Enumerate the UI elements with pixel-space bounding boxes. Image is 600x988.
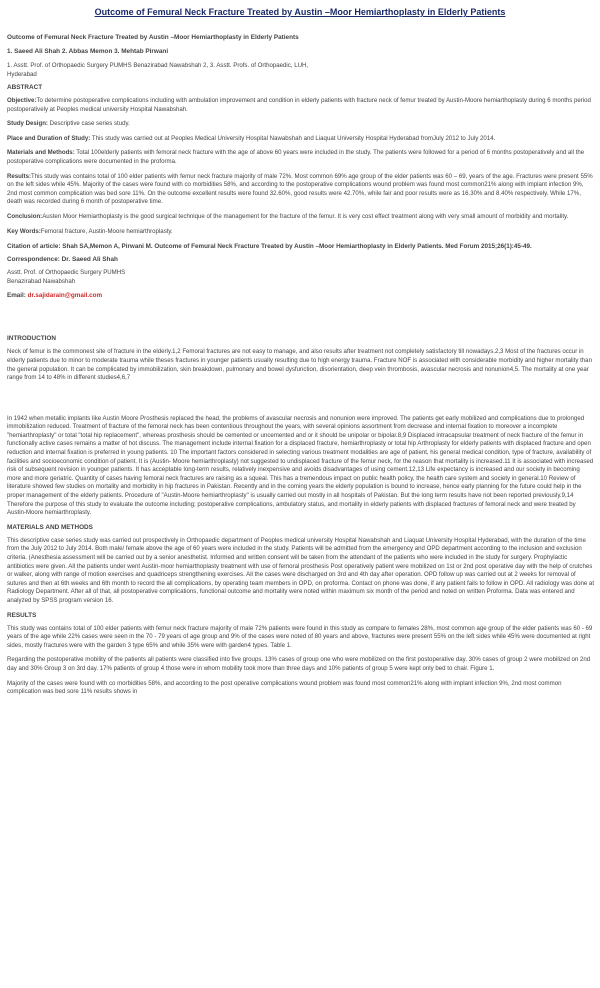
page-title[interactable]: Outcome of Femural Neck Fracture Treated by Austin –Moor Hemiarthoplasty in Elderly Patients (94, 7, 506, 17)
methods-text: Total 100elderly patients with femoral neck fracture with the age of above 60 years were included in the study. The patients were followed for a period of 6 months postoperatively and all the postoperative complications were documented in the proforma. (7, 149, 585, 165)
design-label: Study Design: (7, 120, 48, 128)
citation: Citation of article: Shah SA,Memon A, Pirwani M. Outcome of Femural Neck Fracture Treated by Austin –Moor Hemiarthoplasty in Elderly Patients. Med Forum 2015;26(1):45-49. (7, 243, 532, 251)
methods-label: Materials and Methods: (7, 149, 75, 157)
results-para-2: Regarding the postoperative mobility of the patients all patients were classified into five groups. 13% cases of group one who were mobilized on the first postoperative day. 30% cases of group 2 were mobilized on 2nd day and 30% Group 3 on 3rd day. 17% patients of group 4 those were in whom mobility took more than three days and 10% patients of group 5 were kept only bed to chair. Figure 1. (7, 656, 591, 672)
methods-heading: MATERIALS AND METHODS (7, 523, 93, 531)
correspondence-line2: Benazirabad Nawabshah (7, 277, 76, 285)
methods-para: This descriptive case series study was carried out prospectively in Orthopaedic department of Peoples medical university Hospital Nawabshah and Liaquat University Hospital Hyderabad, with the duration of the time from the July 2012 to July 2014. Both male/ female above the age of 60 years were included in the study. Patients will be admitted from the emergency and OPD department according to the inclusion and exclusion criteria. (Anesthesia assessment will be carried out by a senior anesthetist. Informed and written consent will be taken from the attendant of the patients who were included in the study for surgery. Prophylactic antibiotics were given. All the patients under went Austin-moor hemiarthoplasty treatment with use of femoral prosthesis Post operatively patient were mobilized on 1st or 2nd post operative day with the help of crutches or walker, along with range of motion exercises and quadriceps strengthening exercises. All the cases were discharged on 3rd and 4th day after operation. OPD follow up was carried out at 2 weeks for removal of sutures and then at 6th weeks and 6th month to record the all complications, by operating team members in OPD, on proforma. Contact on phone was done, if any patient fails to follow in OPD. All radiology was done at Radiology Department. After all of that, all postoperative complications, functional outcome and mortality were noted within maximum six month of the period and noted on written Proforma. Data was entered and analyzed by SPSS program version 16. (7, 536, 595, 604)
introduction-para-2: In 1942 when metallic implants like Austin Moore Prosthesis replaced the head, the problems of avascular necrosis and nonunion were improved. The patients get early mobilized and complications due to prolonged immobilization reduced. Treatment of fracture of the femoral neck has been contentious throughout the years, with several opinions assortment from decrease and internal fixation to moreover a incomplete "hemiarthroplasty" or total "total hip replacement", whereas prosthesis should be cemented or uncemented and or it should be unipolar or bipolar.8,9 Displaced intracapsular treatment of neck fracture of the femur in functionally active cases remains a matter of hot discuss. The management include internal fixation for a displaced fracture, hemiarthroplasty or total hip Arthroplasty for elderly patients with displaced fracture and open reduction and internal fixation is preferred in young patients. 10 The important factors considered in selecting various treatment modalities are age of patient, his general medical condition, type of fracture, availability of facilities and socioeconomic condition of patient. It is (Austin- Moore hemiarthroplasty) not suggested to undisplaced fracture of the femur neck, for the reason that mortality is increased.11 It is associated with increased risk of subsequent revision in younger patients. It has acceptable long-term results, relatively inexpensive and avoids disadvantages of using cement.12,13 Life expectancy is increased and our society in becoming more and more geriatric. Quantity of cases having femoral neck fractures are raising as a squeal. This has a tremendous impact on public health policy, the health care system and society in general.10 Review of literature showed few studies on mortality and morbidity in hip fractures in Pakistan. Recently and in the coming years the elderly population is bound to increase, hence early planning for the future could help in the proper management of the elderly patients. Procedure of "Austin-Moore hemiarthroplasty" is usually carried out mostly in all hospitals of Pakistan. But the long term results have not been reported previously.9,14 Therefore the purpose of this study to evaluate the outcome including; postoperative complications, ambulatory status, and mortality in elderly patients with displaced fractures of femoral neck and were treated by Austin-Moore hemiarthroplasty. (7, 414, 594, 517)
article-title: Outcome of Femural Neck Fracture Treated by Austin –Moor Hemiarthoplasty in Elderly Patients (7, 34, 299, 41)
objective-text: To determine postoperative complications including with ambulation improvement and condition in elderly patients with fracture neck of femur treated by Austin-Moore hemiarthoplasty during 6 months period postoperatively at Peoples medical university Hospital Nawabshah. (7, 97, 591, 113)
place-label: Place and Duration of Study: (7, 134, 91, 142)
keywords-label: Key Words: (7, 227, 41, 235)
correspondence-heading: Correspondence: Dr. Saeed Ali Shah (7, 256, 118, 264)
abstract-objective (7, 97, 595, 114)
objective-label: Objective: (7, 97, 37, 104)
spacer (5, 383, 595, 409)
conclusion-label: Conclusion: (7, 212, 43, 220)
abstract-methods (7, 149, 595, 166)
abstract-keywords (7, 228, 595, 237)
abstract-results (7, 173, 595, 207)
introduction-para-1: Neck of femur is the commonest site of fracture in the elderly.1,2 Femoral fractures are not easy to manage, and also results after treatment not completely satisfactory till nowadays.2,3 Most of the fractures occur in elderly patients due to minor to moderate trauma while theses fractures in younger patients usually resulting due to high energy trauma. Fracture NOF is associated with considerable morbidity and higher mortality than the general population. It can be complicated by immobilization, skin breakdown, pulmonary and bowel dysfunction, disorientation, deep vein thrombosis, avascular necrosis and nonunion4,5. The mortality at one year range from 14 to 48% in different studies4,6,7 (7, 348, 592, 382)
results-para-1: This study was contains total of 100 elder patients with femur neck fracture majority of male 72% patients were found in this study as compare to females 28%, most common age group of the elder patients was 60 - 69 years of the age while 22% cases were seen in the 70 - 79 years of age group and 9% of the cases were noted of 80 years and above, fractures were present 55% on the left sides while 45% were documented at right sides, mostly fractures were with the garden 3 type 65% and while 35% were with garden4 types. Table 1. (7, 624, 593, 649)
introduction-heading: INTRODUCTION (7, 335, 56, 343)
authors: 1. Saeed Ali Shah 2. Abbas Memon 3. Mehtab Pirwani (7, 48, 169, 55)
results-label: Results: (7, 172, 32, 180)
conclusion-text: Austen Moor Hemiarthoplasty is the good surgical technique of the management for the fracture of the femur. It is very cost effect treatment along with very small amount of morbidity and mortality. (42, 212, 569, 220)
abstract-place (7, 135, 595, 144)
keywords-text: Femoral fracture, Austin-Moore hemiarthroplasty. (40, 227, 173, 235)
abstract-conclusion (7, 213, 595, 222)
email-link[interactable]: dr.sajidarain@gmail.com (27, 292, 103, 300)
results-para-3: Majority of the cases were found with co morbidities 58%, and according to the post operative complications wound problem was found most common21% along with implant infection 9%, 2nd most common complication was bed sore 11% results shows in (7, 679, 562, 696)
abstract-design (7, 120, 595, 129)
correspondence-address (7, 269, 595, 286)
spacer (5, 299, 595, 335)
results-text: This study was contains total of 100 elder patients with femur neck fracture majority of male 72%. Most common 69% age group of the elder patients was 60 – 69, years of the age. Fractures were present 55% on the left sides while 45%. Majority of the cases were found with co morbidities 58%, and according to the postoperative complications wound problem was found most common21% along with implant infection 9%, 2nd most common complication was bed sore 11%. On the outcome excellent results were found 32.60%, good results were 42.70%, while fair and poor results were as 16.30% and 8.40% respectively. While 17%, death was recorded during 6 month of postoperative time. (7, 172, 593, 206)
email-line (7, 292, 595, 299)
abstract-heading: ABSTRACT (7, 84, 43, 91)
results-heading: RESULTS (7, 611, 37, 619)
correspondence-line1: Asstt. Prof. of Orthopaedic Surgery PUMHS (7, 269, 126, 277)
email-label: Email: (7, 292, 26, 300)
design-text: Descriptive case series study. (47, 120, 130, 128)
place-text: This study was carried out at Peoples Medical University Hospital Nawabshah and Liaquat University Hospital Hyderabad fromJuly 2012 to July 2014. (90, 134, 496, 142)
affiliation: 1. Asstt. Prof. of Orthopaedic Surgery PUMHS Benazirabad Nawabshah 2, 3. Asstt. Profs. of Orthopaedic, LUH, Hyderabad (7, 62, 309, 78)
